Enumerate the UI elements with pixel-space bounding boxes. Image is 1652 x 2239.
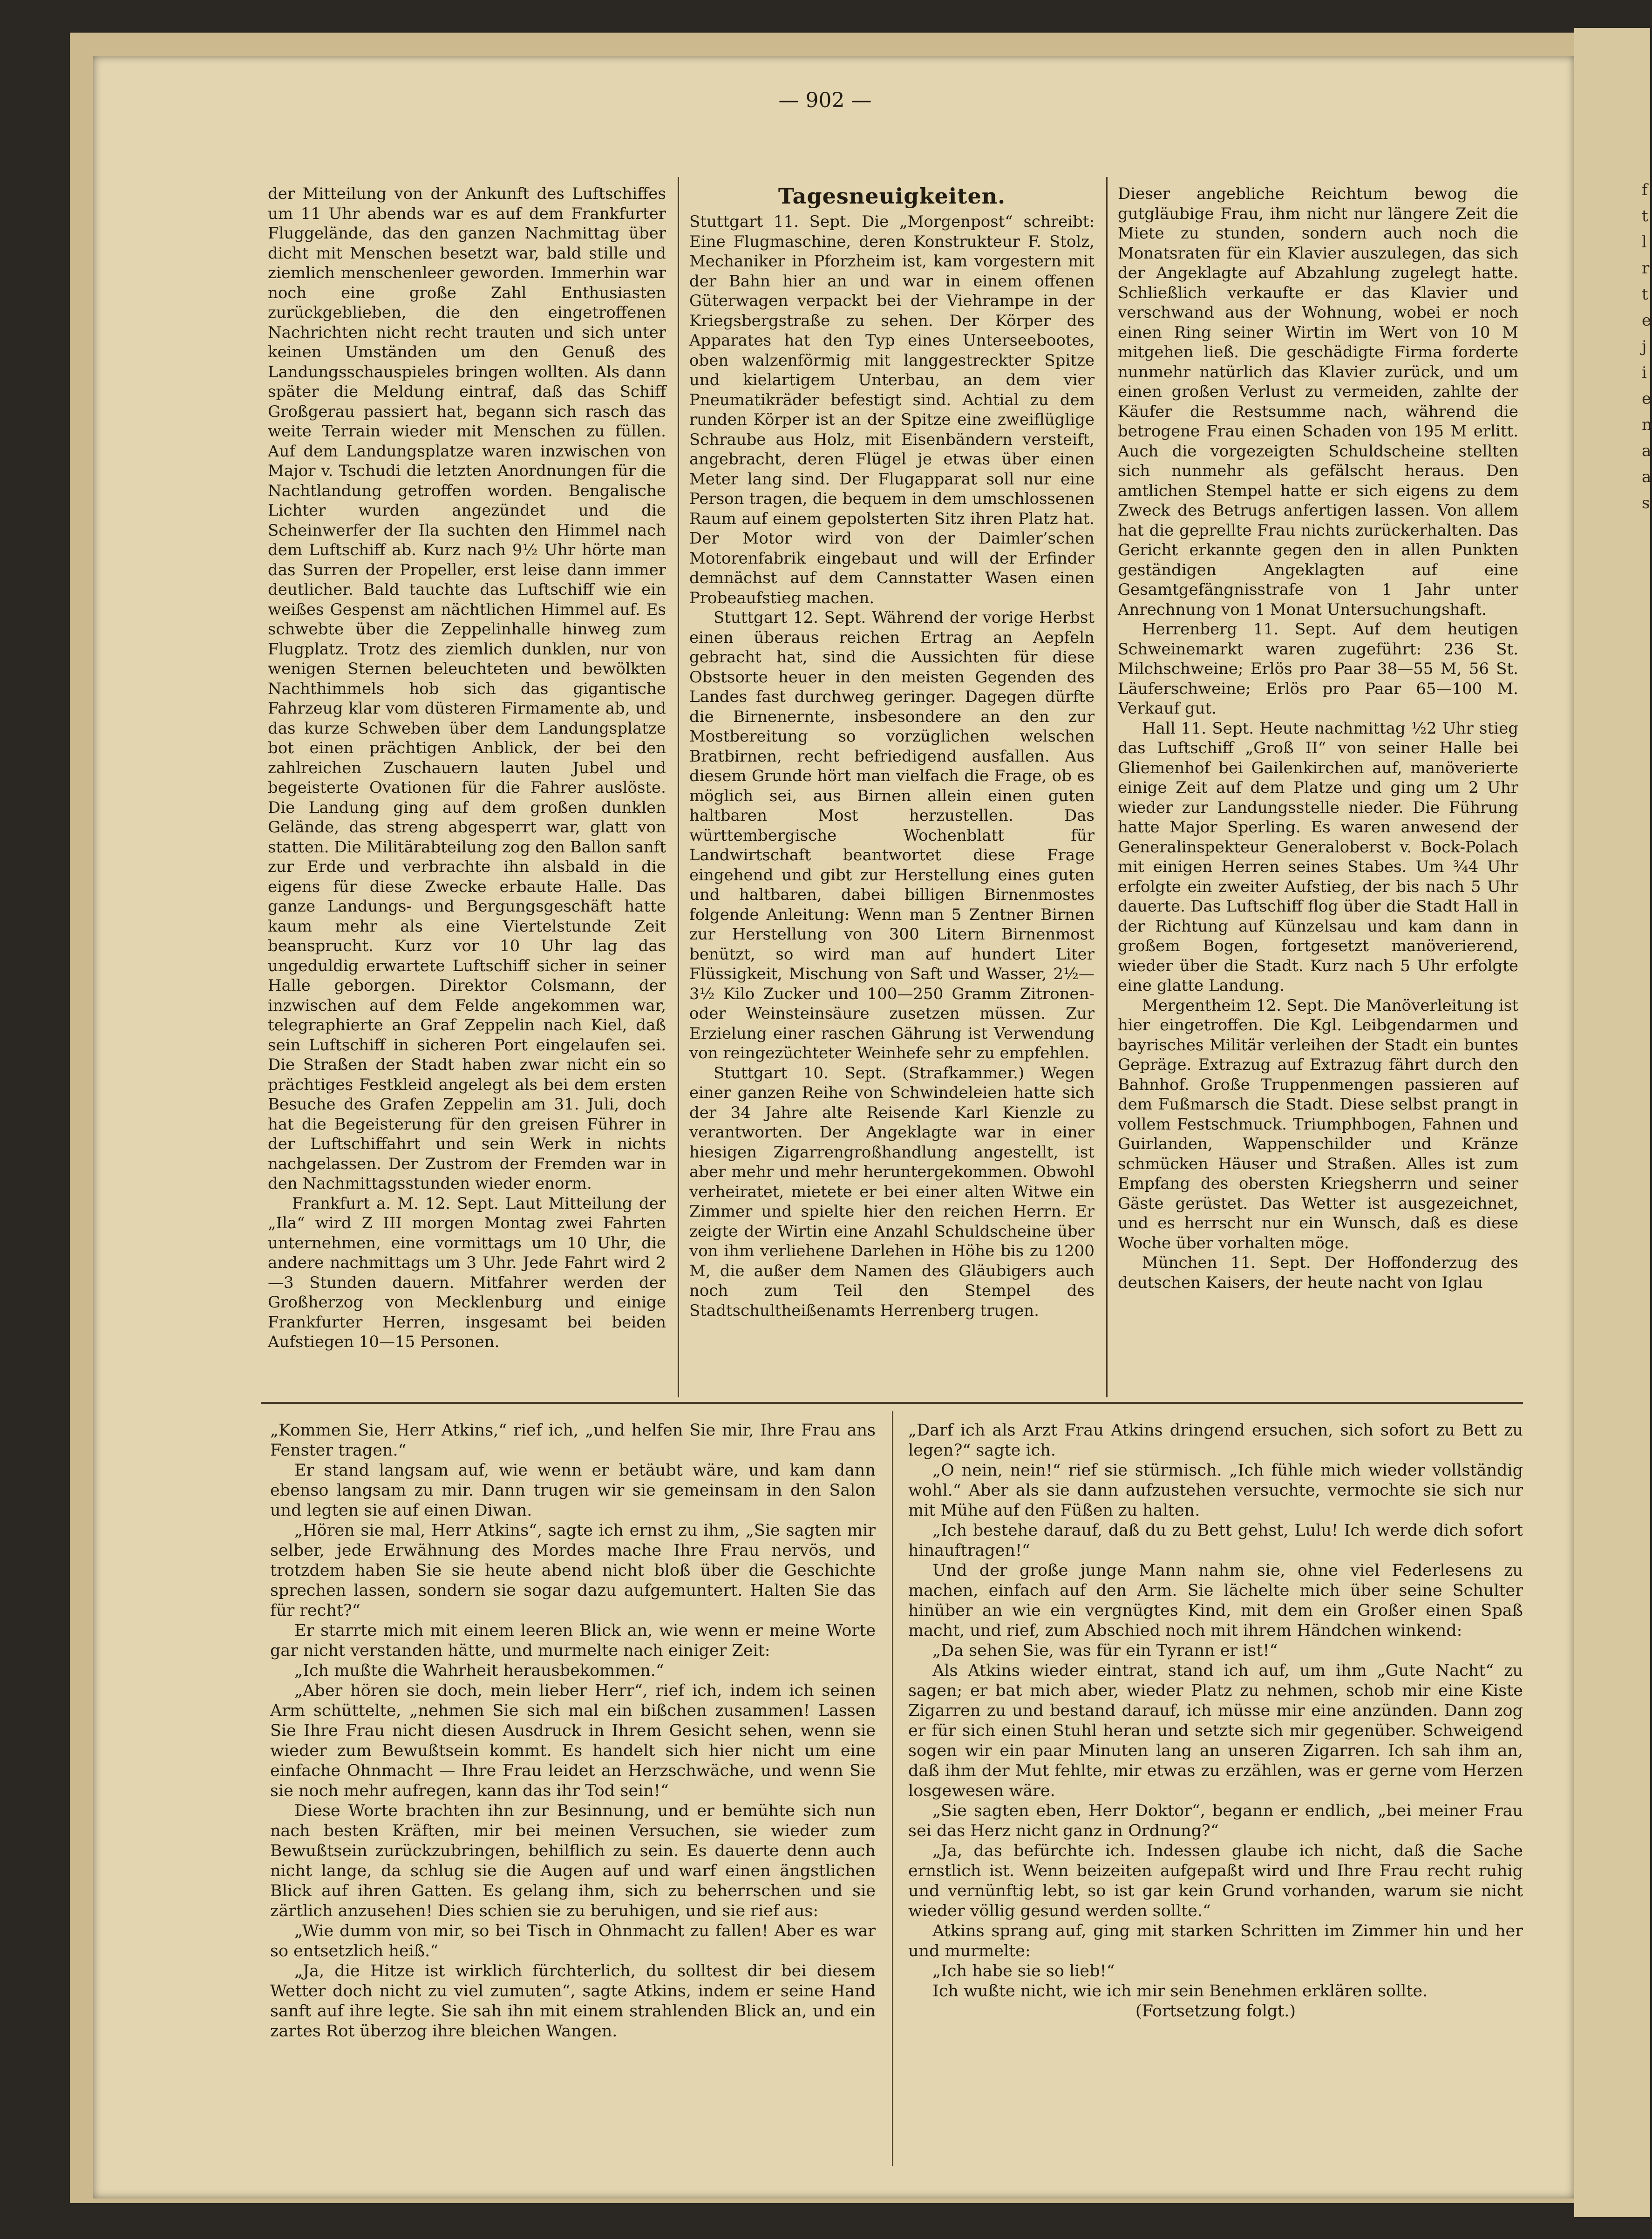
story-paragraph: Atkins sprang auf, ging mit starken Schritten im Zimmer hin und her und murmelte:: [908, 1922, 1523, 1960]
story-paragraph: „Ja, das befürchte ich. Indessen glaube ich nicht, daß die Sache ernstlich ist. Wenn beizeiten aufgepaßt wird und Ihre Frau recht ruhig und vernünftig lebt, so ist gar kein Grund vorhanden, warum sie nicht wieder völlig gesund werden sollte.“: [908, 1842, 1523, 1920]
news-paragraph: Stuttgart 12. Sept. Während der vorige Herbst einen überaus reichen Ertrag an Aepfeln gebracht hat, sind die Aussichten für diese Obstsorte heuer in den meisten Gegenden des Landes fast durchweg geringer. Dagegen dürfte die Birnenernte, insbesondere an den zur Mostbereitung so vorzüglichen welschen Bratbirnen, recht befriedigend ausfallen. Aus diesem Grunde hört man vielfach die Frage, ob es möglich sei, aus Birnen allein einen guten haltbaren Most herzustellen. Das württembergische Wochenblatt für Landwirtschaft beantwortet diese Frage eingehend und gibt zur Herstellung eines guten und haltbaren, dabei billigen Birnenmostes folgende Anleitung: Wenn man 5 Zentner Birnen zur Herstellung von 300 Litern Birnenmost benützt, so wird man auf hundert Liter Flüssigkeit, Mischung von Saft und Wasser, 2½—3½ Kilo Zucker und 100—250 Gramm Zitronen- oder Weinsteinsäure zusetzen müssen. Zur Erzielung einer raschen Gährung ist Verwendung von reingezüchteter Weinhefe sehr zu empfehlen.: [689, 608, 1095, 1062]
story-paragraph: „Aber hören sie doch, mein lieber Herr“, rief ich, indem ich seinen Arm schüttelte, „nehmen Sie sich mal ein bißchen zusammen! Lassen Sie Ihre Frau nicht diesen Ausdruck in Ihrem Gesicht sehen, wenn sie wieder zum Bewußtsein kommt. Es handelt sich hier nicht um eine einfache Ohnmacht — Ihre Frau leidet an Herzschwäche, und wenn Sie sie noch mehr aufregen, kann das ihr Tod sein!“: [270, 1681, 876, 1800]
feuilleton-separator: [261, 1402, 1523, 1404]
story-paragraph: Er starrte mich mit einem leeren Blick an, wie wenn er meine Worte gar nicht verstanden hätte, und murmelte nach einiger Zeit:: [270, 1621, 876, 1660]
story-paragraph: „Ich mußte die Wahrheit herausbekommen.“: [294, 1661, 664, 1680]
margin-fragment: n: [1642, 415, 1652, 434]
margin-fragment: j: [1642, 337, 1647, 356]
adjacent-page: [1574, 28, 1650, 2217]
margin-fragment: a: [1642, 442, 1652, 460]
column-rule-2: [1106, 177, 1108, 1397]
margin-fragment: e: [1642, 311, 1652, 330]
margin-fragment: i: [1642, 363, 1647, 382]
news-paragraph: Mergentheim 12. Sept. Die Manöverleitung ist hier eingetroffen. Die Kgl. Leibgendarmen und bayrisches Militär verleihen der Stadt ein buntes Gepräge. Extrazug auf Extrazug fährt durch den Bahnhof. Große Truppenmengen passieren auf dem Fußmarsch die Stadt. Diese selbst prangt in vollem Festschmuck. Triumphbogen, Fahnen und Guirlanden, Wappenschilder und Kränze schmücken Häuser und Straßen. Alles ist zum Empfang des obersten Kriegsherrn und seiner Gäste gerüstet. Das Wetter ist ausgezeichnet, und es herrscht nur ein Wunsch, daß es diese Woche über vorhalten möge.: [1118, 996, 1518, 1252]
section-title: Tagesneuigkeiten.: [778, 184, 1006, 209]
news-paragraph: Stuttgart 10. Sept. (Strafkammer.) Wegen einer ganzen Reihe von Schwindeleien hatte sich der 34 Jahre alte Reisende Karl Kienzle zu verantworten. Der Angeklagte war in einer hiesigen Zigarrengroßhandlung angestellt, ist aber mehr und mehr heruntergekommen. Obwohl verheiratet, mietete er bei einer alten Witwe ein Zimmer und spielte hier den reichen Herrn. Er zeigte der Wirtin eine Anzahl Schuldscheine über von ihm verliehene Darlehen in Höhe bis zu 1200 M, die außer dem Namen des Gläubigers auch noch zum Teil den Stempel des Stadtschultheißenamts Herrenberg trugen.: [689, 1063, 1095, 1320]
story-paragraph: Ich wußte nicht, wie ich mir sein Benehmen erklären sollte.: [932, 1982, 1428, 2001]
story-paragraph: „Kommen Sie, Herr Atkins,“ rief ich, „und helfen Sie mir, Ihre Frau ans Fenster tragen.“: [270, 1421, 876, 1460]
story-paragraph: „Ich habe sie so lieb!“: [932, 1962, 1115, 1980]
story-paragraph: „O nein, nein!“ rief sie stürmisch. „Ich fühle mich wieder vollständig wohl.“ Aber als sie dann aufzustehen versuchte, vermochte sie sich nur mit Mühe auf den Füßen zu halten.: [908, 1461, 1523, 1520]
margin-fragment: r: [1642, 259, 1650, 278]
feuilleton-right-column: [908, 1421, 1523, 2157]
news-paragraph: Frankfurt a. M. 12. Sept. Laut Mitteilung der „Ila“ wird Z III morgen Montag zwei Fahrten unternehmen, eine vormittags um 10 Uhr, die andere nachmittags um 3 Uhr. Jede Fahrt wird 2—3 Stunden dauern. Mitfahrer werden der Großherzog von Mecklenburg und einige Frankfurter Herren, insgesamt bei beiden Aufstiegen 10—15 Personen.: [268, 1194, 666, 1351]
margin-fragment: l: [1642, 233, 1647, 252]
news-paragraph: Dieser angebliche Reichtum bewog die gutgläubige Frau, ihm nicht nur längere Zeit die Miete zu stunden, sondern auch noch die Monatsraten für ein Klavier auszulegen, das sich der Angeklagte auf Abzahlung zugelegt hatte. Schließlich verkaufte er das Klavier und verschwand aus der Wohnung, wobei er noch einen Ring seiner Wirtin im Wert von 10 M mitgehen ließ. Die geschädigte Firma forderte nunmehr natürlich das Klavier zurück, und um einen großen Verlust zu vermeiden, zahlte der Käufer die Restsumme nach, während die betrogene Frau einen Schaden von 195 M erlitt. Auch die vorgezeigten Schuldscheine stellten sich nunmehr als gefälscht heraus. Den amtlichen Stempel hatte er sich eigens zu dem Zweck des Betrugs anfertigen lassen. Von allem hat die geprellte Frau nichts zurückerhalten. Das Gericht erkannte gegen den in allen Punkten geständigen Angeklagten auf eine Gesamtgefängnisstrafe von 1 Jahr unter Anrechnung von 1 Monat Untersuchungshaft.: [1118, 184, 1518, 619]
news-paragraph: Herrenberg 11. Sept. Auf dem heutigen Schweinemarkt waren zugeführt: 236 St. Milchschweine; Erlös pro Paar 38—55 M, 56 St. Läuferschweine; Erlös pro Paar 65—100 M. Verkauf gut.: [1118, 620, 1518, 718]
feuilleton-left-column: [270, 1421, 876, 2157]
margin-fragment: e: [1642, 389, 1652, 408]
story-paragraph: „Da sehen Sie, was für ein Tyrann er ist!“: [932, 1641, 1278, 1660]
story-paragraph: Als Atkins wieder eintrat, stand ich auf, um ihm „Gute Nacht“ zu sagen; er bat mich aber, wieder Platz zu nehmen, schob mir eine Kiste Zigarren zu und bestand darauf, ich müsse mir eine anzünden. Dann zog er für sich einen Stuhl heran und setzte sich mir gegenüber. Schweigend sogen wir ein paar Minuten lang an unseren Zigarren. Ich sah ihm an, daß ihm der Mut fehlte, mir etwas zu erzählen, was er gerne vom Herzen losgewesen wäre.: [908, 1661, 1523, 1800]
column-rule-1: [678, 177, 679, 1397]
news-paragraph: Stuttgart 11. Sept. Die „Morgenpost“ schreibt: Eine Flugmaschine, deren Konstrukteur F. Stolz, Mechaniker in Pforzheim ist, kam vorgestern mit der Bahn hier an und war in einem offenen Güterwagen verpackt bei der Viehrampe in der Kriegsbergstraße zu sehen. Der Körper des Apparates hat den Typ eines Unterseebootes, oben walzenförmig mit langgestreckter Spitze und kielartigem Unterbau, an dem vier Pneumatikräder befestigt sind. Achtial zu dem runden Körper ist an der Spitze eine zweiflüglige Schraube aus Holz, mit Eisenbändern versteift, angebracht, deren Flügel je etwas über einen Meter lang sind. Der Flugapparat soll nur eine Person tragen, die bequem in dem umschlossenen Raum auf einem gepolsterten Sitz ihren Platz hat. Der Motor wird von der Daimler’schen Motorenfabrik eingebaut und will der Erfinder demnächst auf dem Cannstatter Wasen einen Probeaufstieg machen.: [689, 212, 1095, 607]
news-paragraph: der Mitteilung von der Ankunft des Luftschiffes um 11 Uhr abends war es auf dem Frankfurter Fluggelände, das den ganzen Nachmittag über dicht mit Menschen besetzt war, bald stille und ziemlich menschenleer geworden. Immerhin war noch eine große Zahl Enthusiasten zurückgeblieben, die den eingetroffenen Nachrichten nicht recht trauten und sich unter keinen Umständen um den Genuß des Landungsschauspieles bringen wollten. Als dann später die Meldung eintraf, daß das Schiff Großgerau passiert hat, begann sich rasch das weite Terrain wieder mit Menschen zu füllen. Auf dem Landungsplatze waren inzwischen von Major v. Tschudi die letzten Anordnungen für die Nachtlandung getroffen worden. Bengalische Lichter wurden angezündet und die Scheinwerfer der Ila suchten den Himmel nach dem Luftschiff ab. Kurz nach 9½ Uhr hörte man das Surren der Propeller, erst leise dann immer deutlicher. Bald tauchte das Luftschiff wie ein weißes Gespenst am nächtlichen Himmel auf. Es schwebte über die Zeppelinhalle hinweg zum Flugplatz. Trotz des ziemlich dunklen, nur von wenigen Sternen beleuchteten und bewölkten Nachthimmels hob sich das gigantische Fahrzeug klar vom düsteren Firmamente ab, und das kurze Schweben über dem Landungsplatze bot einen prächtigen Anblick, der bei den zahlreichen Zuschauern lauten Jubel und begeisterte Ovationen für die Fahrer auslöste. Die Landung ging auf dem großen dunklen Gelände, das streng abgesperrt war, glatt von statten. Die Militärabteilung zog den Ballon sanft zur Erde und verbrachte ihn alsbald in die eigens für diese Zwecke erbaute Halle. Das ganze Landungs- und Bergungsgeschäft hatte kaum mehr als eine Viertelstunde Zeit beansprucht. Kurz vor 10 Uhr lag das ungeduldig erwartete Luftschiff sicher in seiner Halle geborgen. Direktor Colsmann, der inzwischen auf dem Felde angekommen war, telegraphierte an Graf Zeppelin nach Kiel, daß sein Luftschiff in sicheren Port eingelaufen sei. Die Straßen der Stadt haben zwar nicht ein so prächtiges Festkleid angelegt als bei dem ersten Besuche des Grafen Zeppelin am 31. Juli, doch hat die Begeisterung für den greisen Führer in der Luftschiffahrt und sein Werk in nichts nachgelassen. Der Zustrom der Fremden war in den Nachmittagsstunden wieder enorm.: [268, 184, 666, 1193]
story-paragraph: „Ich bestehe darauf, daß du zu Bett gehst, Lulu! Ich werde dich sofort hinauftragen!“: [908, 1521, 1523, 1560]
margin-fragment: f: [1642, 181, 1648, 199]
story-paragraph: „Hören sie mal, Herr Atkins“, sagte ich ernst zu ihm, „Sie sagten mir selber, jede Erwähnung des Mordes mache Ihre Frau nervös, und trotzdem haben Sie sie heute abend nicht bloß über die Geschichte sprechen lassen, sondern sie sogar dazu aufgemuntert. Halten Sie das für recht?“: [270, 1521, 876, 1620]
story-paragraph: „Sie sagten eben, Herr Doktor“, begann er endlich, „bei meiner Frau sei das Herz nicht ganz in Ordnung?“: [908, 1802, 1523, 1840]
feuilleton-right-body: [908, 1421, 1523, 2001]
news-column-1: [268, 184, 666, 1376]
margin-fragment: t: [1642, 207, 1648, 225]
page-number: — 902 —: [778, 88, 872, 112]
margin-fragment: t: [1642, 285, 1648, 304]
news-column-2-body: [689, 212, 1095, 1320]
news-column-3: [1118, 184, 1518, 1376]
story-paragraph: Er stand langsam auf, wie wenn er betäubt wäre, und kam dann ebenso langsam zu mir. Dann trugen wir sie gemeinsam in den Salon und legten sie auf einen Diwan.: [270, 1461, 876, 1520]
news-paragraph: Hall 11. Sept. Heute nachmittag ½2 Uhr stieg das Luftschiff „Groß II“ von seiner Halle bei Gliemenhof bei Gailenkirchen auf, manöverierte einige Zeit auf dem Platze und ging um 2 Uhr wieder zur Landungsstelle nieder. Die Führung hatte Major Sperling. Es waren anwesend der Generalinspekteur Generaloberst v. Bock-Polach mit einigen Herren seines Stabes. Um ¾4 Uhr erfolgte ein zweiter Aufstieg, der bis nach 5 Uhr dauerte. Das Luftschiff flog über die Stadt Hall in der Richtung auf Künzelsau und kam dann in großem Bogen, fortgesetzt manöverierend, wieder über die Stadt. Kurz nach 5 Uhr erfolgte eine glatte Landung.: [1118, 719, 1518, 995]
story-paragraph: Und der große junge Mann nahm sie, ohne viel Federlesens zu machen, einfach auf den Arm. Sie lächelte mich über seine Schulter hinüber an wie ein vergnügtes Kind, mit dem ein Großer einen Spaß macht, und rief, zum Abschied noch mit ihrem Händchen winkend:: [908, 1561, 1523, 1640]
feuilleton-column-rule: [892, 1411, 893, 2166]
story-paragraph: „Wie dumm von mir, so bei Tisch in Ohnmacht zu fallen! Aber es war so entsetzlich heiß.“: [270, 1922, 876, 1960]
news-paragraph: München 11. Sept. Der Hoffonderzug des deutschen Kaisers, der heute nacht von Iglau: [1118, 1253, 1518, 1292]
continuation-note: (Fortsetzung folgt.): [1135, 2002, 1296, 2021]
adjacent-page-text: [1642, 177, 1650, 516]
story-paragraph: „Darf ich als Arzt Frau Atkins dringend ersuchen, sich sofort zu Bett zu legen?“ sagte ich.: [908, 1421, 1523, 1460]
news-column-2: [689, 184, 1095, 1376]
story-paragraph: Diese Worte brachten ihn zur Besinnung, und er bemühte sich nun nach besten Kräften, mir bei meinen Versuchen, sie wieder zum Bewußtsein zurückzubringen, behilflich zu sein. Es dauerte denn auch nicht lange, da schlug sie die Augen auf und warf einen ängstlichen Blick auf ihren Gatten. Es gelang ihm, sich zu beherrschen und sie zärtlich anzusehen! Dies schien sie zu beruhigen, und sie rief aus:: [270, 1802, 876, 1920]
margin-fragment: s: [1642, 494, 1650, 512]
story-paragraph: „Ja, die Hitze ist wirklich fürchterlich, du solltest dir bei diesem Wetter doch nicht zu viel zumuten“, sagte Atkins, indem er seine Hand sanft auf ihre legte. Sie sah ihn mit einem strahlenden Blick an, und ein zartes Rot überzog ihre bleichen Wangen.: [270, 1962, 876, 2041]
margin-fragment: a: [1642, 468, 1652, 486]
